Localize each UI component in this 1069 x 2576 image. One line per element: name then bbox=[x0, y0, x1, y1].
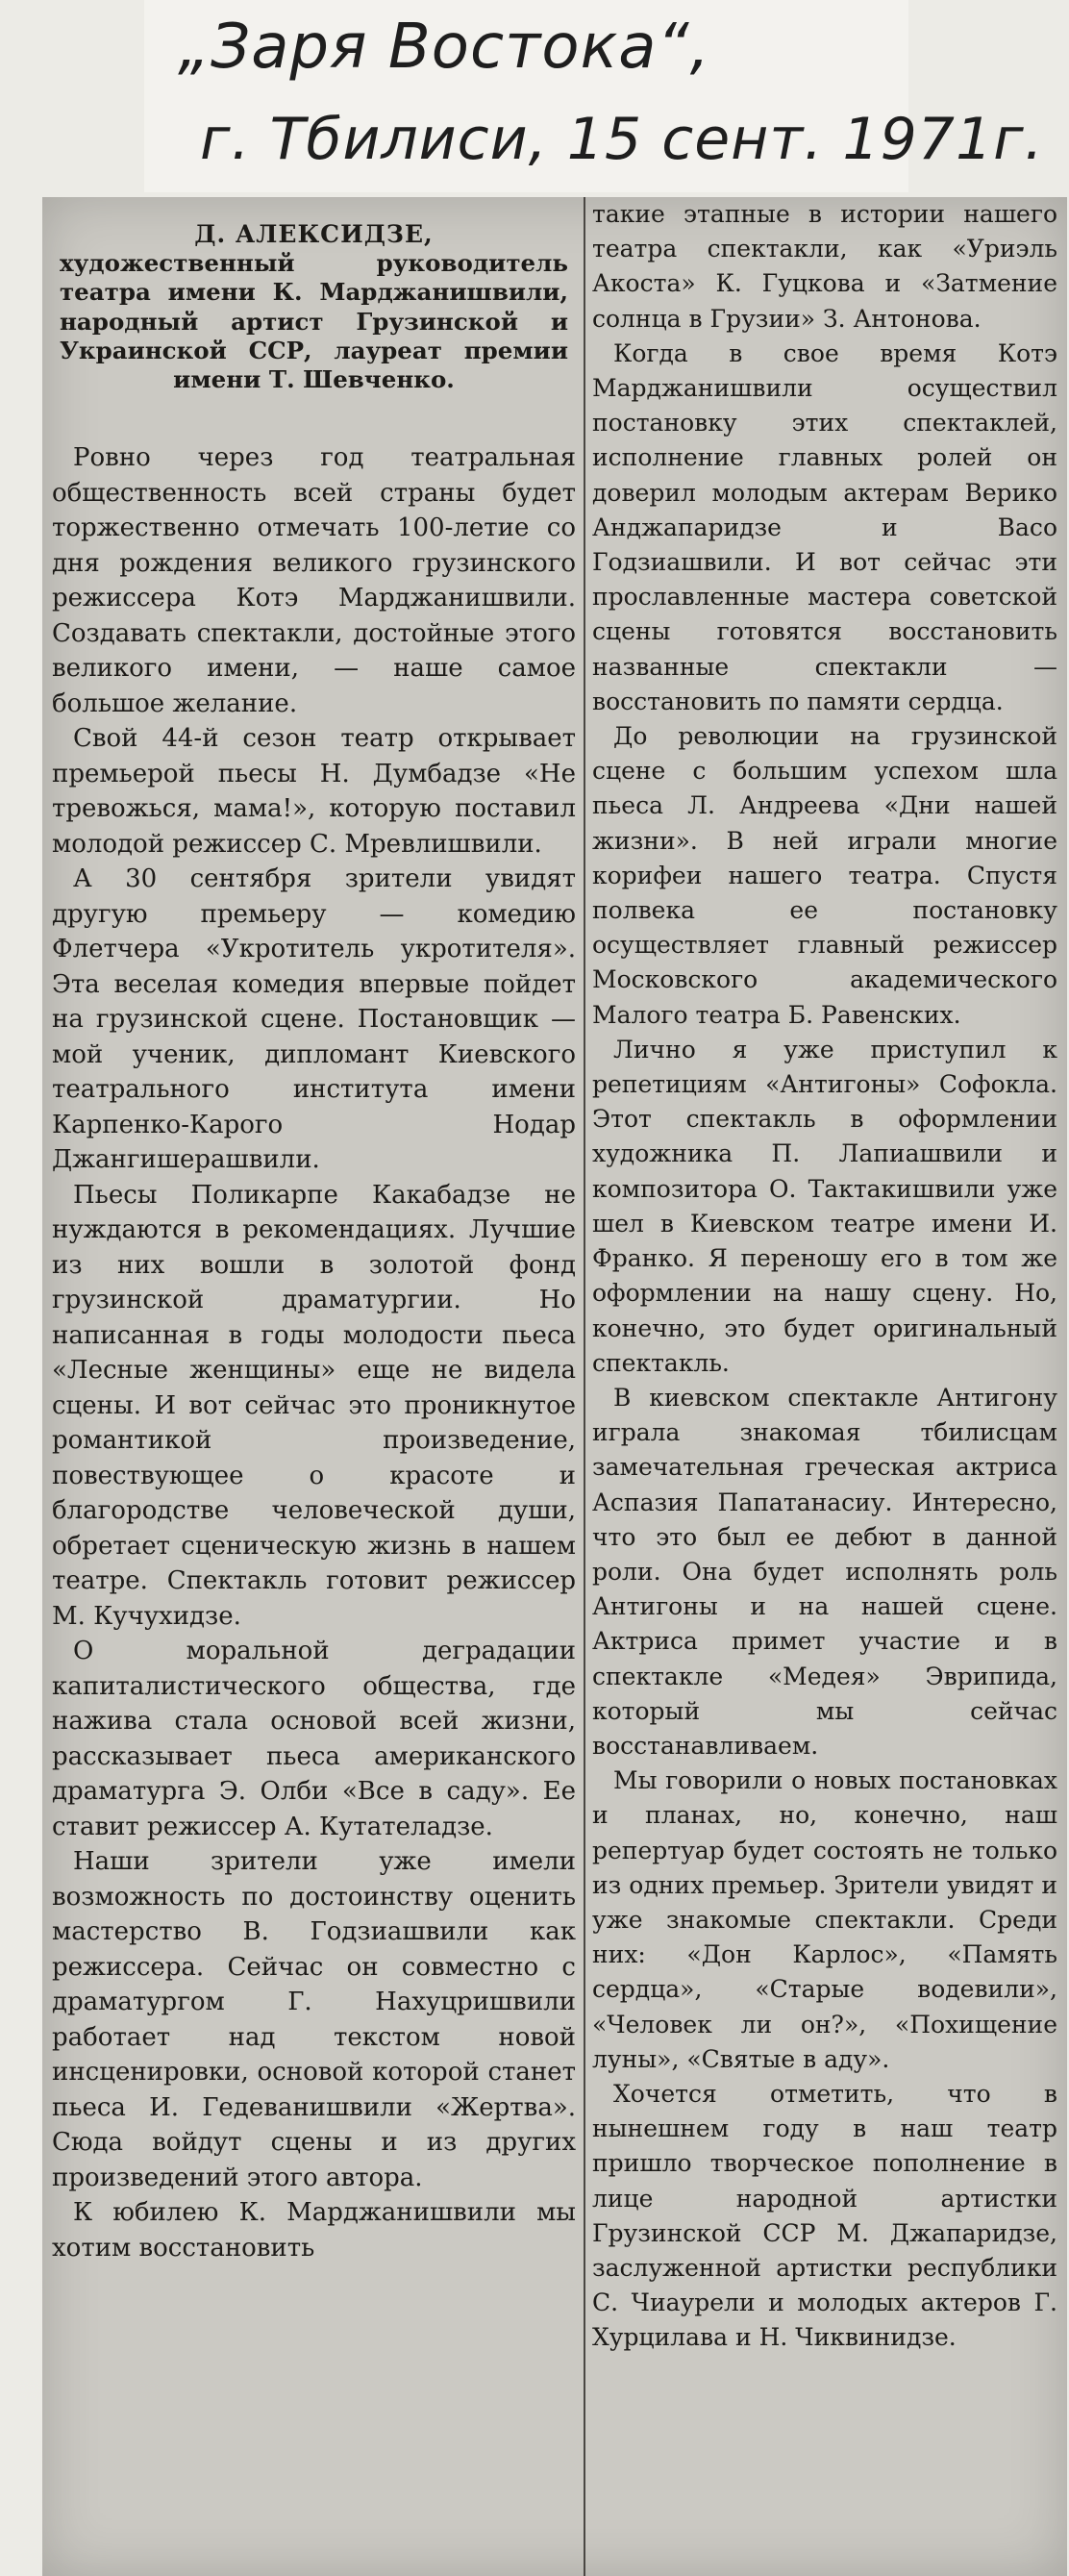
column-divider bbox=[584, 197, 585, 2576]
left-column-body bbox=[52, 440, 576, 2265]
paragraph: Свой 44-й сезон театр открывает премьерой пьесы Н. Думбадзе «Не тревожься, мама!», которую поставил молодой режиссер С. Мревлишвили. bbox=[52, 724, 576, 859]
paragraph: Наши зрители уже имели возможность по достоинству оценить мастерство В. Годзиашвили как режиссера. Сейчас он совместно с драматургом Г. Нахуцришвили работает над текстом новой инсценировки, основой которой станет пьеса И. Гедеванишвили «Жертва». Сюда войдут сцены и из других произведений этого автора. bbox=[52, 1847, 576, 2192]
handwritten-place-date: г. Тбилиси, 15 сент. 1971г. bbox=[200, 106, 1044, 173]
paragraph: А 30 сентября зрители увидят другую премьеру — комедию Флетчера «Укротитель укротителя». Эта веселая комедия впервые пойдет на грузинской сцене. Постановщик — мой ученик, дипломант Киевского театрального института имени Карпенко-Карого Нодар Джангишерашвили. bbox=[52, 864, 576, 1175]
paragraph: Пьесы Поликарпе Какабадзе не нуждаются в рекомендациях. Лучшие из них вошли в золотой фонд грузинской драматургии. Но написанная в годы молодости пьеса «Лесные женщины» еще не видела сцены. И вот сейчас это проникнутое романтикой произведение, повествующее о красоте и благородстве человеческой души, обретает сценическую жизнь в нашем театре. Спектакль готовит режиссер М. Кучухидзе. bbox=[52, 1180, 576, 1631]
paragraph: Ровно через год театральная общественность всей страны будет торжественно отмечать 100-летие со дня рождения великого грузинского режиссера Котэ Марджанишвили. Создавать спектакли, достойные этого великого имени, — наше самое большое желание. bbox=[52, 443, 576, 718]
paragraph: К юбилею К. Марджанишвили мы хотим восстановить bbox=[52, 2198, 576, 2263]
paragraph: До революции на грузинской сцене с большим успехом шла пьеса Л. Андреева «Дни нашей жизни». В ней играли многие корифеи нашего театра. Спустя полвека ее постановку осуществляет главный режиссер Московского академического Малого театра Б. Равенских. bbox=[592, 722, 1057, 1029]
byline bbox=[52, 220, 576, 394]
article-right-column bbox=[592, 197, 1057, 2576]
author-description: художественный руководитель театра имени К. Марджанишвили, народный артист Грузинской и Украинской ССР, лауреат премии имени Т. Шевченко. bbox=[60, 249, 568, 394]
paragraph: О моральной деградации капиталистического общества, где нажива стала основой всей жизни, рассказывает пьеса американского драматурга Э. Олби «Все в саду». Ее ставит режиссер А. Кутателадзе. bbox=[52, 1637, 576, 1841]
author-name: Д. АЛЕКСИДЗЕ, bbox=[194, 220, 434, 248]
paragraph: Когда в свое время Котэ Марджанишвили осуществил постановку этих спектаклей, исполнение главных ролей он доверил молодым актерам Верико Анджапаридзе и Васо Годзиашвили. И вот сейчас эти прославленные мастера советской сцены готовятся восстановить названные спектакли — восстановить по памяти сердца. bbox=[592, 338, 1057, 715]
article-left-column bbox=[52, 197, 576, 2576]
paragraph: такие этапные в истории нашего театра спектакли, как «Уриэль Акоста» К. Гуцкова и «Затмение солнца в Грузии» З. Антонова. bbox=[592, 200, 1057, 333]
paragraph: Хочется отметить, что в нынешнем году в наш театр пришло творческое пополнение в лице народной артистки Грузинской ССР М. Джапаридзе, заслуженной артистки республики С. Чиаурели и молодых актеров Г. Хурцилава и Н. Чиквинидзе. bbox=[592, 2079, 1057, 2352]
paragraph: Лично я уже приступил к репетициям «Антигоны» Софокла. Этот спектакль в оформлении художника П. Лапиашвили и композитора О. Тактакишвили уже шел в Киевском театре имени И. Франко. Я переношу его в том же оформлении на нашу сцену. Но, конечно, это будет оригинальный спектакль. bbox=[592, 1035, 1057, 1377]
paragraph: В киевском спектакле Антигону играла знакомая тбилисцам замечательная греческая актриса Аспазия Папатанасиу. Интересно, что это был ее дебют в данной роли. Она будет исполнять роль Антигоны и на нашей сцене. Актриса примет участие и в спектакле «Медея» Эврипида, который мы сейчас восстанавливаем. bbox=[592, 1383, 1057, 1760]
handwritten-newspaper-name: „Заря Востока“, bbox=[178, 12, 710, 83]
paragraph: Мы говорили о новых постановках и планах, но, конечно, наш репертуар будет состоять не только из одних премьер. Зрители увидят и уже знакомые спектакли. Среди них: «Дон Карлос», «Память сердца», «Старые водевили», «Человек ли он?», «Похищение луны», «Святые в аду». bbox=[592, 1766, 1057, 2073]
